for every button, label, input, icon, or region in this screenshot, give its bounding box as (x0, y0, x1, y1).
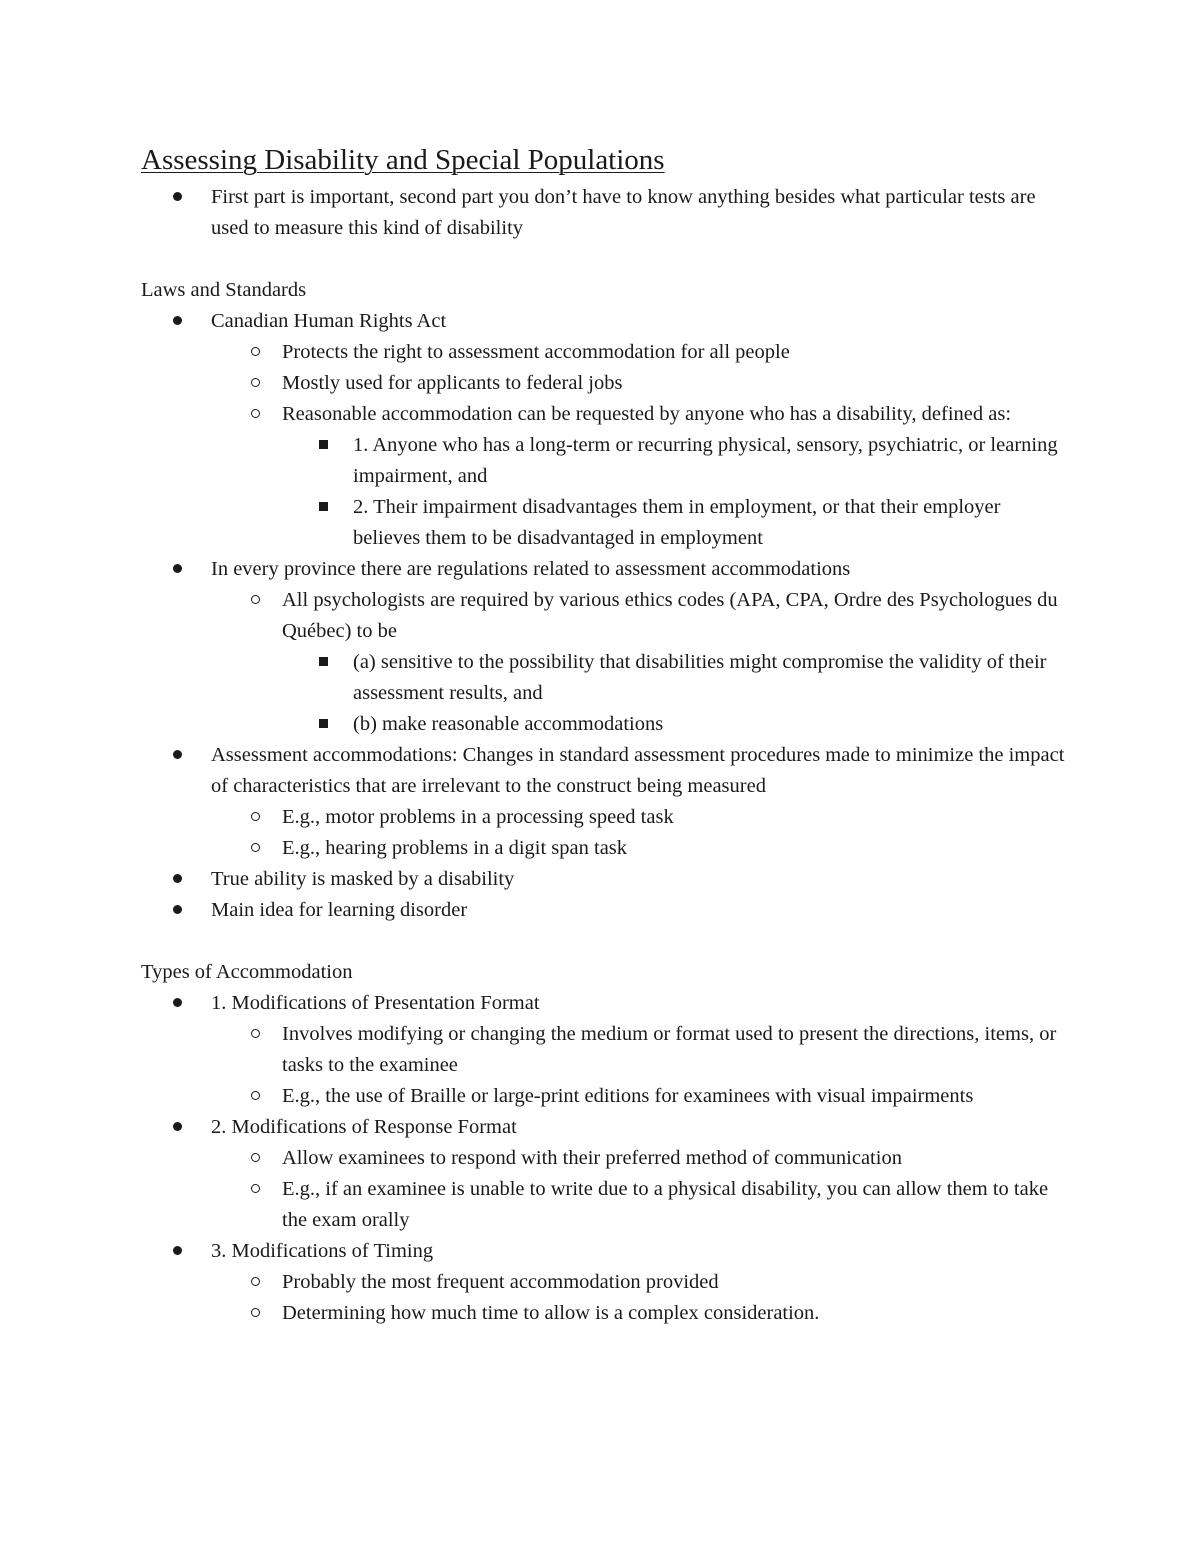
list-item (141, 585, 1071, 647)
list-item (141, 709, 1071, 740)
list-item (141, 1174, 1071, 1236)
list-item (141, 1112, 1071, 1143)
list-item-text: E.g., the use of Braille or large-print editions for examinees with visual impairments (282, 1085, 974, 1107)
bullet-circle-icon (251, 585, 260, 616)
list-item-text: Canadian Human Rights Act (211, 310, 447, 332)
bullet-circle-icon (251, 1174, 260, 1205)
list-item (141, 554, 1071, 585)
list-item-text: E.g., motor problems in a processing speed task (282, 806, 674, 828)
nested-list-container (141, 1143, 1071, 1236)
list-item (141, 802, 1071, 833)
nested-list-container (141, 647, 1071, 740)
list-item-text: (b) make reasonable accommodations (353, 713, 664, 735)
bullet-circle-icon (251, 1267, 260, 1298)
list-item (141, 1019, 1071, 1081)
bullet-dot-icon (173, 554, 182, 585)
nested-list-container (141, 430, 1071, 554)
list-item (141, 740, 1071, 802)
list-item (141, 833, 1071, 864)
blank-line (141, 244, 1071, 275)
list-item-text: Determining how much time to allow is a complex consideration. (282, 1302, 820, 1324)
list-item (141, 1267, 1071, 1298)
list-item-text: Mostly used for applicants to federal jobs (282, 372, 623, 394)
list-item-text: All psychologists are required by various ethics codes (APA, CPA, Ordre des Psychologues du Québec) to be (282, 589, 1058, 642)
section-heading: Laws and Standards (141, 279, 307, 301)
bullet-dot-icon (173, 988, 182, 1019)
list-item (141, 337, 1071, 368)
outline-list-level-2 (141, 1019, 1071, 1112)
outline-list-level-3 (141, 647, 1071, 740)
bullet-square-icon (319, 709, 328, 740)
outline-list-level-1 (141, 306, 1071, 926)
list-item-text: 3. Modifications of Timing (211, 1240, 434, 1262)
list-item-text: Assessment accommodations: Changes in standard assessment procedures made to minimize the impact of characteristics that are irrelevant to the construct being measured (211, 744, 1065, 797)
list-item (141, 430, 1071, 492)
bullet-dot-icon (173, 1112, 182, 1143)
document-body (141, 182, 1071, 1329)
list-item-text: In every province there are regulations related to assessment accommodations (211, 558, 851, 580)
nested-list-container (141, 802, 1071, 864)
list-item (141, 368, 1071, 399)
list-item-text: (a) sensitive to the possibility that disabilities might compromise the validity of their assessment results, and (353, 651, 1047, 704)
bullet-dot-icon (173, 182, 182, 213)
bullet-circle-icon (251, 833, 260, 864)
list-item (141, 1298, 1071, 1329)
list-item (141, 647, 1071, 709)
list-item-text: Main idea for learning disorder (211, 899, 468, 921)
list-item (141, 864, 1071, 895)
bullet-square-icon (319, 647, 328, 678)
bullet-circle-icon (251, 1298, 260, 1329)
bullet-dot-icon (173, 740, 182, 771)
outline-list-level-2 (141, 585, 1071, 740)
nested-list-container (141, 1019, 1071, 1112)
list-item-text: True ability is masked by a disability (211, 868, 515, 890)
list-item-text: E.g., hearing problems in a digit span task (282, 837, 628, 859)
list-item-text: E.g., if an examinee is unable to write due to a physical disability, you can allow them to take the exam orally (282, 1178, 1049, 1231)
nested-list-container (141, 585, 1071, 740)
list-item (141, 1143, 1071, 1174)
list-item-text: First part is important, second part you don’t have to know anything besides what particular tests are used to measure this kind of disability (211, 186, 1036, 239)
outline-list-level-1 (141, 988, 1071, 1329)
list-item (141, 895, 1071, 926)
outline-list-level-2 (141, 1267, 1071, 1329)
bullet-circle-icon (251, 399, 260, 430)
outline-list-level-2 (141, 1143, 1071, 1236)
bullet-circle-icon (251, 802, 260, 833)
list-item (141, 988, 1071, 1019)
section-heading: Types of Accommodation (141, 961, 353, 983)
bullet-circle-icon (251, 337, 260, 368)
bullet-circle-icon (251, 368, 260, 399)
bullet-circle-icon (251, 1019, 260, 1050)
bullet-dot-icon (173, 895, 182, 926)
document-title: Assessing Disability and Special Populations (141, 144, 665, 176)
bullet-dot-icon (173, 864, 182, 895)
outline-list-level-1 (141, 182, 1071, 244)
bullet-circle-icon (251, 1143, 260, 1174)
outline-list-level-2 (141, 802, 1071, 864)
bullet-circle-icon (251, 1081, 260, 1112)
list-item (141, 1081, 1071, 1112)
list-item-text: Reasonable accommodation can be requested by anyone who has a disability, defined as: (282, 403, 1012, 425)
list-item-text: Allow examinees to respond with their preferred method of communication (282, 1147, 902, 1169)
list-item (141, 492, 1071, 554)
list-item-text: 1. Modifications of Presentation Format (211, 992, 540, 1014)
bullet-square-icon (319, 492, 328, 523)
list-item-text: 2. Their impairment disadvantages them in employment, or that their employer believes them to be disadvantaged in employment (353, 496, 1001, 549)
list-item (141, 182, 1071, 244)
list-item (141, 306, 1071, 337)
list-item (141, 1236, 1071, 1267)
list-item-text: 1. Anyone who has a long-term or recurring physical, sensory, psychiatric, or learning impairment, and (353, 434, 1058, 487)
nested-list-container (141, 337, 1071, 554)
bullet-dot-icon (173, 1236, 182, 1267)
list-item-text: 2. Modifications of Response Format (211, 1116, 517, 1138)
list-item-text: Protects the right to assessment accommodation for all people (282, 341, 790, 363)
list-item-text: Probably the most frequent accommodation provided (282, 1271, 719, 1293)
bullet-dot-icon (173, 306, 182, 337)
outline-list-level-2 (141, 337, 1071, 554)
outline-list-level-3 (141, 430, 1071, 554)
list-item-text: Involves modifying or changing the medium or format used to present the directions, items, or tasks to the examinee (282, 1023, 1057, 1076)
bullet-square-icon (319, 430, 328, 461)
list-item (141, 399, 1071, 430)
nested-list-container (141, 1267, 1071, 1329)
blank-line (141, 926, 1071, 957)
